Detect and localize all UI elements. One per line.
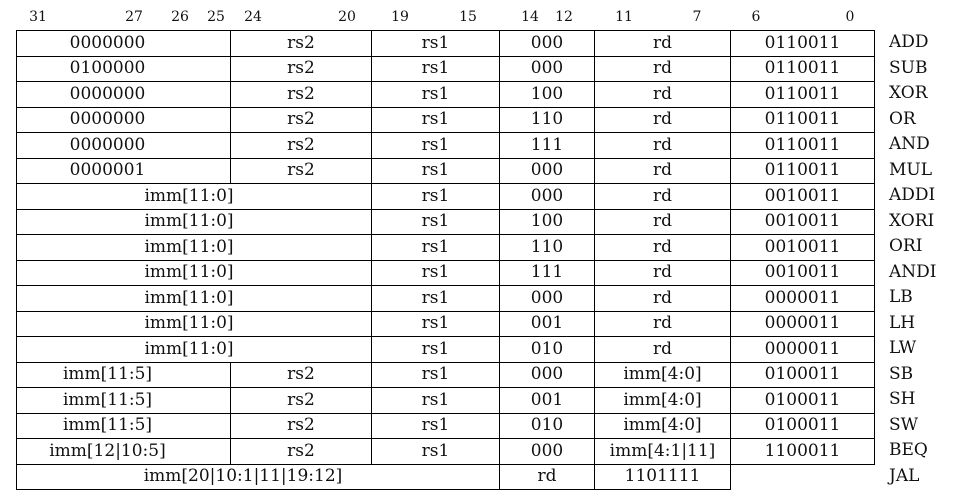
opcode-field: 0110011 [731, 56, 875, 82]
rs1-field: rs1 [372, 362, 500, 388]
table-row [17, 133, 875, 159]
table-row [17, 362, 875, 388]
table-row [17, 337, 875, 363]
funct3-field: 000 [500, 439, 595, 465]
funct3-field: 000 [500, 56, 595, 82]
rs2-field: rs2 [231, 56, 372, 82]
rs1-field: rs1 [372, 260, 500, 286]
rd-field: rd [595, 31, 731, 57]
rd-field: rd [595, 158, 731, 184]
rd-field: rd [595, 209, 731, 235]
instruction-name: OR [889, 108, 916, 129]
instruction-name: SB [889, 363, 914, 384]
instruction-name-column [889, 30, 953, 489]
immediate-field: imm[11:0] [17, 311, 372, 337]
immediate-field: imm[11:0] [17, 235, 372, 261]
funct3-field: 100 [500, 82, 595, 108]
rs1-field: rs1 [372, 107, 500, 133]
opcode-field: 0000011 [731, 337, 875, 363]
funct7-field: 0100000 [17, 56, 231, 82]
rs1-field: rs1 [372, 337, 500, 363]
funct3-field: 100 [500, 209, 595, 235]
funct3-field: 000 [500, 184, 595, 210]
bit-label: 24 [244, 9, 262, 25]
table-row [17, 464, 875, 490]
funct3-field: 000 [500, 286, 595, 312]
funct3-field: 000 [500, 31, 595, 57]
table-row [17, 56, 875, 82]
rs2-field: rs2 [231, 31, 372, 57]
rs1-field: rs1 [372, 388, 500, 414]
rs1-field: rs1 [372, 133, 500, 159]
funct3-field: 010 [500, 337, 595, 363]
rd-field: rd [595, 286, 731, 312]
rd-field: rd [595, 235, 731, 261]
rs1-field: rs1 [372, 158, 500, 184]
rs1-field: rs1 [372, 439, 500, 465]
instruction-name: LW [889, 338, 917, 358]
rs1-field: rs1 [372, 82, 500, 108]
funct3-field: 001 [500, 388, 595, 414]
rd-field: rd [595, 184, 731, 210]
opcode-field: 0010011 [731, 235, 875, 261]
rd-field: rd [595, 133, 731, 159]
rs1-field: rs1 [372, 413, 500, 439]
instruction-name: AND [889, 134, 930, 154]
rs1-field: rs1 [372, 31, 500, 57]
rs2-field: rs2 [231, 158, 372, 184]
immediate-high-field: imm[12|10:5] [17, 439, 231, 465]
table-row [17, 31, 875, 57]
opcode-field: 0110011 [731, 82, 875, 108]
immediate-high-field: imm[11:5] [17, 413, 231, 439]
rs2-field: rs2 [231, 388, 372, 414]
immediate-low-field: imm[4:0] [595, 413, 731, 439]
immediate-high-field: imm[11:5] [17, 362, 231, 388]
bit-label: 27 [125, 9, 143, 25]
bit-label: 6 [751, 9, 761, 25]
table-row [17, 82, 875, 108]
opcode-field: 0010011 [731, 209, 875, 235]
bit-label: 11 [615, 9, 633, 25]
rs1-field: rs1 [372, 209, 500, 235]
opcode-field: 0100011 [731, 388, 875, 414]
funct7-field: 0000000 [17, 133, 231, 159]
funct3-field: 000 [500, 362, 595, 388]
opcode-field: 0010011 [731, 260, 875, 286]
instruction-name: SH [889, 389, 916, 409]
bit-label: 19 [391, 9, 409, 25]
table-row [17, 413, 875, 439]
opcode-field: 0110011 [731, 158, 875, 184]
rs2-field: rs2 [231, 133, 372, 159]
rs1-field: rs1 [372, 235, 500, 261]
table-row [17, 158, 875, 184]
table-row [17, 184, 875, 210]
funct3-field: 010 [500, 413, 595, 439]
opcode-field: 0110011 [731, 133, 875, 159]
rs1-field: rs1 [372, 56, 500, 82]
rd-field: rd [595, 56, 731, 82]
instruction-name: BEQ [889, 440, 928, 460]
bit-label: 20 [338, 9, 356, 25]
bit-label: 0 [845, 9, 855, 25]
rs2-field: rs2 [231, 82, 372, 108]
opcode-field: 0110011 [731, 31, 875, 57]
instruction-name: LH [889, 312, 916, 333]
immediate-field: imm[20|10:1|11|19:12] [17, 464, 500, 490]
table-row [17, 388, 875, 414]
funct3-field: 111 [500, 133, 595, 159]
instruction-name: JAL [889, 465, 920, 486]
rs2-field: rs2 [231, 107, 372, 133]
opcode-field: 0010011 [731, 184, 875, 210]
opcode-field: 0100011 [731, 413, 875, 439]
table-row [17, 235, 875, 261]
opcode-field: 1101111 [595, 464, 731, 490]
immediate-low-field: imm[4:0] [595, 362, 731, 388]
instruction-name: SW [889, 414, 919, 435]
funct7-field: 0000000 [17, 82, 231, 108]
rs2-field: rs2 [231, 413, 372, 439]
instruction-name: SUB [889, 57, 928, 78]
funct3-field: 111 [500, 260, 595, 286]
instruction-name: XORI [889, 210, 935, 231]
immediate-field: imm[11:0] [17, 337, 372, 363]
bit-label: 26 [171, 9, 189, 25]
rs1-field: rs1 [372, 184, 500, 210]
table-row [17, 311, 875, 337]
bit-position-header [0, 0, 953, 30]
table-row [17, 286, 875, 312]
bit-label: 31 [29, 9, 47, 25]
immediate-field: imm[11:0] [17, 286, 372, 312]
opcode-field: 0110011 [731, 107, 875, 133]
table-row [17, 107, 875, 133]
table-row [17, 439, 875, 465]
rd-field: rd [595, 337, 731, 363]
immediate-field: imm[11:0] [17, 184, 372, 210]
instruction-name: ANDI [889, 261, 937, 282]
rd-field: rd [595, 311, 731, 337]
instruction-name: MUL [889, 159, 933, 180]
funct3-field: 110 [500, 235, 595, 261]
bit-label: 15 [459, 9, 477, 25]
table-row [17, 260, 875, 286]
rs1-field: rs1 [372, 311, 500, 337]
immediate-field: imm[11:0] [17, 209, 372, 235]
bit-label: 25 [207, 9, 225, 25]
instruction-name: ORI [889, 236, 923, 256]
rs1-field: rs1 [372, 286, 500, 312]
rd-field: rd [595, 260, 731, 286]
bit-label: 12 [555, 9, 573, 25]
rd-field: rd [595, 107, 731, 133]
funct7-field: 0000000 [17, 107, 231, 133]
opcode-field: 0100011 [731, 362, 875, 388]
rd-field: rd [595, 82, 731, 108]
immediate-high-field: imm[11:5] [17, 388, 231, 414]
rs2-field: rs2 [231, 362, 372, 388]
rs2-field: rs2 [231, 439, 372, 465]
immediate-low-field: imm[4:1|11] [595, 439, 731, 465]
opcode-field: 0000011 [731, 286, 875, 312]
opcode-field: 1100011 [731, 439, 875, 465]
funct7-field: 0000001 [17, 158, 231, 184]
table-row [17, 209, 875, 235]
bit-label: 14 [521, 9, 539, 25]
funct3-field: 110 [500, 107, 595, 133]
instruction-name: LB [889, 287, 913, 307]
instruction-name: ADD [889, 32, 929, 52]
immediate-field: imm[11:0] [17, 260, 372, 286]
funct3-field: 001 [500, 311, 595, 337]
funct3-field: 000 [500, 158, 595, 184]
immediate-low-field: imm[4:0] [595, 388, 731, 414]
rd-field: rd [500, 464, 595, 490]
funct7-field: 0000000 [17, 31, 231, 57]
instruction-name: XOR [889, 83, 928, 103]
bit-label: 7 [692, 9, 702, 25]
instruction-name: ADDI [889, 185, 936, 205]
opcode-field: 0000011 [731, 311, 875, 337]
instruction-encoding-table [16, 30, 875, 490]
